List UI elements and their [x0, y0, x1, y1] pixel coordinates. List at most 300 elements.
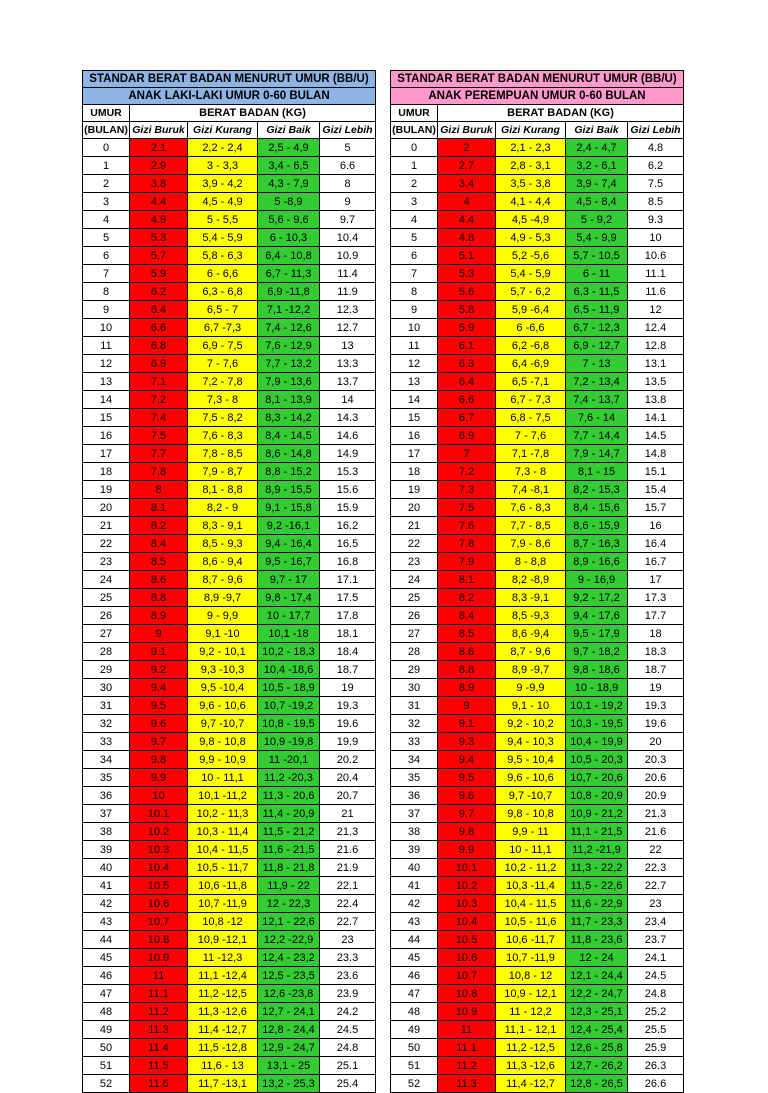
- male-cell-gizi-kurang: 8,3 - 9,1: [188, 517, 258, 535]
- female-cell-gizi-baik: 12,2 - 24,7: [566, 985, 628, 1003]
- female-cell-gizi-kurang: 7,1 -7,8: [496, 445, 566, 463]
- male-table-title: [83, 71, 376, 88]
- male-cell-gizi-lebih: 16.8: [320, 553, 376, 571]
- male-cell-gizi-lebih: 20.4: [320, 769, 376, 787]
- female-cell-gizi-buruk: 9.4: [438, 751, 496, 769]
- male-cell-gizi-buruk: 8.9: [130, 607, 188, 625]
- female-cell-gizi-baik: 7 - 13: [566, 355, 628, 373]
- male-cell-age: 8: [83, 283, 130, 301]
- male-cell-gizi-lebih: 12.7: [320, 319, 376, 337]
- female-cell-gizi-kurang: 10,4 - 11,5: [496, 895, 566, 913]
- table-row: [83, 373, 376, 391]
- female-cell-gizi-kurang: 11,1 - 12,1: [496, 1021, 566, 1039]
- male-cell-gizi-buruk: 10.1: [130, 805, 188, 823]
- table-row: [391, 1075, 684, 1093]
- table-row: [83, 985, 376, 1003]
- male-cell-gizi-kurang: 2,2 - 2,4: [188, 139, 258, 157]
- male-cell-gizi-kurang: 10,5 - 11,7: [188, 859, 258, 877]
- male-cell-gizi-baik: 7,9 - 13,6: [258, 373, 320, 391]
- male-cell-gizi-kurang: 4,5 - 4,9: [188, 193, 258, 211]
- table-row: [83, 283, 376, 301]
- table-row: [83, 193, 376, 211]
- female-cell-gizi-baik: 12,3 - 25,1: [566, 1003, 628, 1021]
- female-cell-age: 46: [391, 967, 438, 985]
- female-cell-gizi-buruk: 2: [438, 139, 496, 157]
- female-cell-gizi-buruk: 7.5: [438, 499, 496, 517]
- male-cell-age: 33: [83, 733, 130, 751]
- male-cell-gizi-lebih: 19.6: [320, 715, 376, 733]
- female-cell-gizi-buruk: 8.2: [438, 589, 496, 607]
- female-cell-gizi-baik: 10,7 - 20,6: [566, 769, 628, 787]
- female-cell-gizi-lebih: 19.3: [628, 697, 684, 715]
- female-cell-age: 20: [391, 499, 438, 517]
- male-cell-gizi-buruk: 4.9: [130, 211, 188, 229]
- male-cell-gizi-kurang: 8,2 - 9: [188, 499, 258, 517]
- male-cell-age: 14: [83, 391, 130, 409]
- female-cell-age: 25: [391, 589, 438, 607]
- table-row: [391, 499, 684, 517]
- table-row: [83, 679, 376, 697]
- female-cell-gizi-buruk: 7.9: [438, 553, 496, 571]
- female-cell-gizi-buruk: 8.1: [438, 571, 496, 589]
- female-cell-gizi-buruk: 10.1: [438, 859, 496, 877]
- male-cell-gizi-kurang: 10,1 -11,2: [188, 787, 258, 805]
- male-cell-gizi-buruk: 5.7: [130, 247, 188, 265]
- male-cell-gizi-kurang: 8,5 - 9,3: [188, 535, 258, 553]
- female-cell-gizi-buruk: 9.7: [438, 805, 496, 823]
- male-cell-gizi-lebih: 23: [320, 931, 376, 949]
- male-cell-gizi-baik: 11,8 - 21,8: [258, 859, 320, 877]
- table-row: [83, 391, 376, 409]
- female-cell-gizi-lebih: 25.5: [628, 1021, 684, 1039]
- male-cell-gizi-kurang: 3 - 3,3: [188, 157, 258, 175]
- table-row: [391, 409, 684, 427]
- female-cell-age: 14: [391, 391, 438, 409]
- table-row: [391, 229, 684, 247]
- male-cell-gizi-buruk: 7.4: [130, 409, 188, 427]
- female-cell-gizi-buruk: 5.8: [438, 301, 496, 319]
- female-cell-age: 31: [391, 697, 438, 715]
- male-cell-gizi-baik: 11,5 - 21,2: [258, 823, 320, 841]
- male-cell-gizi-lebih: 17.1: [320, 571, 376, 589]
- male-cell-age: 41: [83, 877, 130, 895]
- female-cell-gizi-kurang: 10 - 11,1: [496, 841, 566, 859]
- female-cell-gizi-kurang: 10,9 - 12,1: [496, 985, 566, 1003]
- female-cell-gizi-kurang: 6,8 - 7,5: [496, 409, 566, 427]
- female-cell-gizi-buruk: 9.1: [438, 715, 496, 733]
- male-cell-gizi-lebih: 23.9: [320, 985, 376, 1003]
- male-cell-gizi-lebih: 6.6: [320, 157, 376, 175]
- female-cell-gizi-buruk: 7.8: [438, 535, 496, 553]
- female-cell-gizi-lebih: 19.6: [628, 715, 684, 733]
- female-cell-gizi-baik: 11,5 - 22,6: [566, 877, 628, 895]
- male-cell-gizi-baik: 2,5 - 4,9: [258, 139, 320, 157]
- male-cell-gizi-baik: 8,1 - 13,9: [258, 391, 320, 409]
- male-cell-gizi-buruk: 9.8: [130, 751, 188, 769]
- male-cell-gizi-baik: 7,6 - 12,9: [258, 337, 320, 355]
- female-cell-gizi-baik: 6,5 - 11,9: [566, 301, 628, 319]
- male-cell-gizi-baik: 11 -20,1: [258, 751, 320, 769]
- female-cell-gizi-kurang: 8,3 -9,1: [496, 589, 566, 607]
- male-cell-gizi-baik: 6,4 - 10,8: [258, 247, 320, 265]
- male-cell-gizi-kurang: 11,5 -12,8: [188, 1039, 258, 1057]
- female-cell-gizi-kurang: 11 - 12,2: [496, 1003, 566, 1021]
- female-cell-gizi-kurang: 4,1 - 4,4: [496, 193, 566, 211]
- male-cell-gizi-buruk: 10.4: [130, 859, 188, 877]
- female-cell-gizi-kurang: 2,1 - 2,3: [496, 139, 566, 157]
- table-row: [83, 697, 376, 715]
- female-cell-gizi-buruk: 11.3: [438, 1075, 496, 1093]
- male-cell-gizi-kurang: 7,3 - 8: [188, 391, 258, 409]
- female-cell-gizi-kurang: 5,4 - 5,9: [496, 265, 566, 283]
- male-cell-gizi-kurang: 10,3 - 11,4: [188, 823, 258, 841]
- table-row: [83, 355, 376, 373]
- female-cell-gizi-kurang: 5,2 -5,6: [496, 247, 566, 265]
- male-cell-gizi-buruk: 7.1: [130, 373, 188, 391]
- female-cell-gizi-kurang: 10,6 -11,7: [496, 931, 566, 949]
- male-cell-gizi-baik: 9,5 - 16,7: [258, 553, 320, 571]
- male-cell-gizi-lebih: 15.3: [320, 463, 376, 481]
- table-row: [391, 139, 684, 157]
- table-row: [391, 841, 684, 859]
- male-cell-gizi-kurang: 9,9 - 10,9: [188, 751, 258, 769]
- female-cell-gizi-kurang: 9,1 - 10: [496, 697, 566, 715]
- female-cell-gizi-kurang: 8,6 -9,4: [496, 625, 566, 643]
- female-cell-age: 4: [391, 211, 438, 229]
- male-cell-gizi-baik: 12,8 - 24,4: [258, 1021, 320, 1039]
- male-cell-age: 45: [83, 949, 130, 967]
- female-cell-age: 23: [391, 553, 438, 571]
- female-cell-gizi-lebih: 24.5: [628, 967, 684, 985]
- male-cell-gizi-buruk: 3.8: [130, 175, 188, 193]
- table-row: [83, 1057, 376, 1075]
- female-cell-gizi-kurang: 9,8 - 10,8: [496, 805, 566, 823]
- female-cell-gizi-buruk: 5.9: [438, 319, 496, 337]
- female-cell-gizi-lebih: 17.7: [628, 607, 684, 625]
- male-cell-gizi-kurang: 7 - 7,6: [188, 355, 258, 373]
- male-cell-gizi-buruk: 9.7: [130, 733, 188, 751]
- table-row: [83, 157, 376, 175]
- male-cell-gizi-lebih: 11.4: [320, 265, 376, 283]
- female-cell-gizi-lebih: 4.8: [628, 139, 684, 157]
- female-cell-gizi-kurang: 7,9 - 8,6: [496, 535, 566, 553]
- female-cell-gizi-baik: 3,9 - 7,4: [566, 175, 628, 193]
- female-cell-gizi-baik: 10,3 - 19,5: [566, 715, 628, 733]
- female-cell-gizi-buruk: 6.4: [438, 373, 496, 391]
- male-cell-gizi-baik: 9,7 - 17: [258, 571, 320, 589]
- male-header-gizi-kurang: Gizi Kurang: [188, 122, 258, 139]
- male-header-gizi-lebih: Gizi Lebih: [320, 122, 376, 139]
- female-cell-gizi-kurang: 8,2 -8,9: [496, 571, 566, 589]
- table-row: [83, 499, 376, 517]
- table-row: [391, 463, 684, 481]
- male-bulan-header: (BULAN): [83, 122, 130, 139]
- female-cell-gizi-baik: 3,2 - 6,1: [566, 157, 628, 175]
- female-cell-gizi-lebih: 23.7: [628, 931, 684, 949]
- male-cell-gizi-kurang: 10,7 -11,9: [188, 895, 258, 913]
- male-cell-gizi-lebih: 21.9: [320, 859, 376, 877]
- male-cell-gizi-buruk: 6.2: [130, 283, 188, 301]
- female-cell-gizi-lebih: 9.3: [628, 211, 684, 229]
- male-cell-gizi-baik: 3,4 - 6,5: [258, 157, 320, 175]
- female-cell-gizi-lebih: 23: [628, 895, 684, 913]
- table-row: [391, 967, 684, 985]
- female-cell-gizi-lebih: 12.4: [628, 319, 684, 337]
- table-row: [391, 823, 684, 841]
- male-cell-age: 31: [83, 697, 130, 715]
- female-cell-age: 48: [391, 1003, 438, 1021]
- female-cell-gizi-baik: 10 - 18,9: [566, 679, 628, 697]
- female-cell-gizi-baik: 8,9 - 16,6: [566, 553, 628, 571]
- table-row: [83, 877, 376, 895]
- female-cell-age: 39: [391, 841, 438, 859]
- table-row: [83, 733, 376, 751]
- female-cell-gizi-baik: 7,9 - 14,7: [566, 445, 628, 463]
- female-cell-gizi-buruk: 11.1: [438, 1039, 496, 1057]
- female-cell-gizi-buruk: 8.6: [438, 643, 496, 661]
- table-row: [83, 1039, 376, 1057]
- female-title-line1: STANDAR BERAT BADAN MENURUT UMUR (BB/U): [397, 72, 677, 85]
- female-cell-age: 21: [391, 517, 438, 535]
- female-cell-gizi-buruk: 4.4: [438, 211, 496, 229]
- female-cell-gizi-kurang: 6,4 -6,9: [496, 355, 566, 373]
- table-row: [83, 319, 376, 337]
- female-cell-gizi-buruk: 9.9: [438, 841, 496, 859]
- male-cell-gizi-kurang: 7,9 - 8,7: [188, 463, 258, 481]
- male-cell-age: 28: [83, 643, 130, 661]
- female-cell-age: 40: [391, 859, 438, 877]
- male-cell-age: 47: [83, 985, 130, 1003]
- male-cell-gizi-buruk: 6.8: [130, 337, 188, 355]
- female-cell-gizi-buruk: 5.6: [438, 283, 496, 301]
- table-row: [83, 751, 376, 769]
- female-cell-gizi-lebih: 15.4: [628, 481, 684, 499]
- male-cell-gizi-lebih: 22.1: [320, 877, 376, 895]
- male-cell-gizi-lebih: 9.7: [320, 211, 376, 229]
- male-cell-gizi-kurang: 6 - 6,6: [188, 265, 258, 283]
- male-cell-gizi-lebih: 14: [320, 391, 376, 409]
- male-cell-gizi-baik: 10 - 17,7: [258, 607, 320, 625]
- female-cell-gizi-kurang: 11,4 -12,7: [496, 1075, 566, 1093]
- female-cell-gizi-baik: 7,6 - 14: [566, 409, 628, 427]
- female-cell-gizi-lebih: 26.6: [628, 1075, 684, 1093]
- male-cell-age: 32: [83, 715, 130, 733]
- male-cell-gizi-lebih: 13.7: [320, 373, 376, 391]
- female-cell-age: 13: [391, 373, 438, 391]
- female-cell-age: 38: [391, 823, 438, 841]
- male-cell-gizi-baik: 10,2 - 18,3: [258, 643, 320, 661]
- male-cell-gizi-kurang: 10 - 11,1: [188, 769, 258, 787]
- table-row: [391, 535, 684, 553]
- female-cell-gizi-buruk: 4: [438, 193, 496, 211]
- table-row: [83, 895, 376, 913]
- table-row: [391, 913, 684, 931]
- male-cell-gizi-baik: 8,4 - 14,5: [258, 427, 320, 445]
- female-cell-gizi-kurang: 7,6 - 8,3: [496, 499, 566, 517]
- male-cell-gizi-kurang: 6,5 - 7: [188, 301, 258, 319]
- male-cell-gizi-buruk: 7.8: [130, 463, 188, 481]
- female-cell-age: 47: [391, 985, 438, 1003]
- female-cell-gizi-buruk: 7.6: [438, 517, 496, 535]
- male-cell-gizi-buruk: 8.6: [130, 571, 188, 589]
- female-cell-gizi-buruk: 3.4: [438, 175, 496, 193]
- male-table-subtitle: [83, 88, 376, 105]
- table-row: [83, 589, 376, 607]
- female-cell-age: 22: [391, 535, 438, 553]
- male-cell-age: 35: [83, 769, 130, 787]
- male-cell-gizi-lebih: 20.2: [320, 751, 376, 769]
- male-cell-age: 44: [83, 931, 130, 949]
- male-cell-gizi-kurang: 9,6 - 10,6: [188, 697, 258, 715]
- female-cell-age: 26: [391, 607, 438, 625]
- male-cell-gizi-lebih: 17.8: [320, 607, 376, 625]
- male-cell-gizi-kurang: 11 -12,3: [188, 949, 258, 967]
- female-cell-gizi-buruk: 4.8: [438, 229, 496, 247]
- female-cell-gizi-baik: 10,4 - 19,9: [566, 733, 628, 751]
- male-cell-gizi-kurang: 9,7 -10,7: [188, 715, 258, 733]
- male-cell-age: 18: [83, 463, 130, 481]
- female-cell-gizi-kurang: 5,7 - 6,2: [496, 283, 566, 301]
- male-cell-gizi-baik: 10,5 - 18,9: [258, 679, 320, 697]
- female-cell-gizi-lebih: 16: [628, 517, 684, 535]
- male-cell-age: 46: [83, 967, 130, 985]
- male-cell-age: 15: [83, 409, 130, 427]
- male-cell-age: 0: [83, 139, 130, 157]
- table-row: [391, 571, 684, 589]
- male-cell-gizi-lebih: 19: [320, 679, 376, 697]
- male-cell-age: 17: [83, 445, 130, 463]
- female-cell-gizi-kurang: 7 - 7,6: [496, 427, 566, 445]
- female-cell-gizi-buruk: 5.1: [438, 247, 496, 265]
- table-row: [391, 1039, 684, 1057]
- female-cell-gizi-kurang: 9,7 -10,7: [496, 787, 566, 805]
- female-cell-gizi-baik: 12,7 - 26,2: [566, 1057, 628, 1075]
- female-cell-age: 10: [391, 319, 438, 337]
- female-cell-gizi-kurang: 11,3 -12,6: [496, 1057, 566, 1075]
- male-cell-gizi-lebih: 14.3: [320, 409, 376, 427]
- male-cell-gizi-buruk: 4.4: [130, 193, 188, 211]
- table-row: [391, 373, 684, 391]
- male-cell-gizi-buruk: 7.2: [130, 391, 188, 409]
- female-cell-gizi-lebih: 12.8: [628, 337, 684, 355]
- male-cell-age: 3: [83, 193, 130, 211]
- male-cell-gizi-lebih: 24.2: [320, 1003, 376, 1021]
- male-cell-gizi-kurang: 6,7 -7,3: [188, 319, 258, 337]
- male-umur-header: UMUR: [83, 105, 130, 122]
- female-cell-gizi-lebih: 21.6: [628, 823, 684, 841]
- female-cell-age: 36: [391, 787, 438, 805]
- male-cell-gizi-baik: 12,2 -22,9: [258, 931, 320, 949]
- table-row: [83, 301, 376, 319]
- male-cell-gizi-baik: 8,9 - 15,5: [258, 481, 320, 499]
- female-cell-age: 50: [391, 1039, 438, 1057]
- male-cell-gizi-kurang: 10,2 - 11,3: [188, 805, 258, 823]
- male-cell-gizi-baik: 6,9 -11,8: [258, 283, 320, 301]
- female-cell-age: 12: [391, 355, 438, 373]
- male-cell-gizi-buruk: 11.2: [130, 1003, 188, 1021]
- male-cell-gizi-lebih: 23.3: [320, 949, 376, 967]
- female-cell-gizi-lebih: 20: [628, 733, 684, 751]
- male-cell-gizi-kurang: 3,9 - 4,2: [188, 175, 258, 193]
- female-cell-gizi-buruk: 7.3: [438, 481, 496, 499]
- female-cell-gizi-lebih: 16.4: [628, 535, 684, 553]
- female-cell-gizi-baik: 10,8 - 20,9: [566, 787, 628, 805]
- female-cell-gizi-kurang: 9,9 - 11: [496, 823, 566, 841]
- male-cell-gizi-buruk: 7.7: [130, 445, 188, 463]
- table-row: [83, 517, 376, 535]
- male-cell-gizi-kurang: 10,6 -11,8: [188, 877, 258, 895]
- table-row: [83, 1021, 376, 1039]
- table-row: [391, 697, 684, 715]
- female-cell-gizi-kurang: 7,7 - 8,5: [496, 517, 566, 535]
- female-cell-gizi-lebih: 20.6: [628, 769, 684, 787]
- female-cell-gizi-lebih: 24.8: [628, 985, 684, 1003]
- male-cell-gizi-buruk: 9: [130, 625, 188, 643]
- table-row: [83, 445, 376, 463]
- table-row: [391, 787, 684, 805]
- male-cell-gizi-baik: 8,6 - 14,8: [258, 445, 320, 463]
- male-cell-gizi-buruk: 10: [130, 787, 188, 805]
- male-cell-gizi-lebih: 23.6: [320, 967, 376, 985]
- male-cell-gizi-baik: 12,4 - 23,2: [258, 949, 320, 967]
- female-cell-gizi-baik: 2,4 - 4,7: [566, 139, 628, 157]
- female-table-title: [391, 71, 684, 88]
- female-cell-gizi-lebih: 25.9: [628, 1039, 684, 1057]
- female-cell-gizi-baik: 12,1 - 24,4: [566, 967, 628, 985]
- table-row: [83, 661, 376, 679]
- female-cell-gizi-kurang: 8 - 8,8: [496, 553, 566, 571]
- male-cell-age: 34: [83, 751, 130, 769]
- male-cell-gizi-lebih: 20.7: [320, 787, 376, 805]
- male-cell-gizi-buruk: 8.4: [130, 535, 188, 553]
- male-cell-gizi-kurang: 11,1 -12,4: [188, 967, 258, 985]
- female-title-line2: ANAK PEREMPUAN UMUR 0-60 BULAN: [428, 89, 646, 102]
- female-cell-gizi-lebih: 25.2: [628, 1003, 684, 1021]
- male-cell-gizi-buruk: 5.3: [130, 229, 188, 247]
- female-cell-gizi-buruk: 6.3: [438, 355, 496, 373]
- female-cell-age: 2: [391, 175, 438, 193]
- table-row: [391, 859, 684, 877]
- female-cell-gizi-kurang: 8,5 -9,3: [496, 607, 566, 625]
- table-row: [83, 607, 376, 625]
- male-cell-gizi-baik: 9,1 - 15,8: [258, 499, 320, 517]
- female-cell-gizi-kurang: 8,9 -9,7: [496, 661, 566, 679]
- female-cell-gizi-buruk: 6.9: [438, 427, 496, 445]
- male-cell-gizi-buruk: 9.9: [130, 769, 188, 787]
- male-cell-gizi-kurang: 9,2 - 10,1: [188, 643, 258, 661]
- female-cell-gizi-baik: 6,3 - 11,5: [566, 283, 628, 301]
- table-row: [391, 517, 684, 535]
- table-row: [391, 895, 684, 913]
- male-cell-gizi-kurang: 8,1 - 8,8: [188, 481, 258, 499]
- male-cell-gizi-kurang: 7,8 - 8,5: [188, 445, 258, 463]
- female-cell-gizi-lebih: 13.1: [628, 355, 684, 373]
- female-cell-gizi-baik: 4,5 - 8,4: [566, 193, 628, 211]
- male-cell-gizi-baik: 12 - 22,3: [258, 895, 320, 913]
- male-cell-age: 19: [83, 481, 130, 499]
- table-row: [83, 787, 376, 805]
- table-row: [391, 175, 684, 193]
- table-row: [391, 589, 684, 607]
- male-cell-gizi-kurang: 11,6 - 13: [188, 1057, 258, 1075]
- male-cell-gizi-buruk: 11.5: [130, 1057, 188, 1075]
- male-cell-gizi-lebih: 16.5: [320, 535, 376, 553]
- table-row: [391, 661, 684, 679]
- female-cell-gizi-lebih: 18.3: [628, 643, 684, 661]
- female-bulan-header: (BULAN): [391, 122, 438, 139]
- female-cell-gizi-baik: 9,5 - 17,9: [566, 625, 628, 643]
- female-cell-gizi-baik: 11,2 -21,9: [566, 841, 628, 859]
